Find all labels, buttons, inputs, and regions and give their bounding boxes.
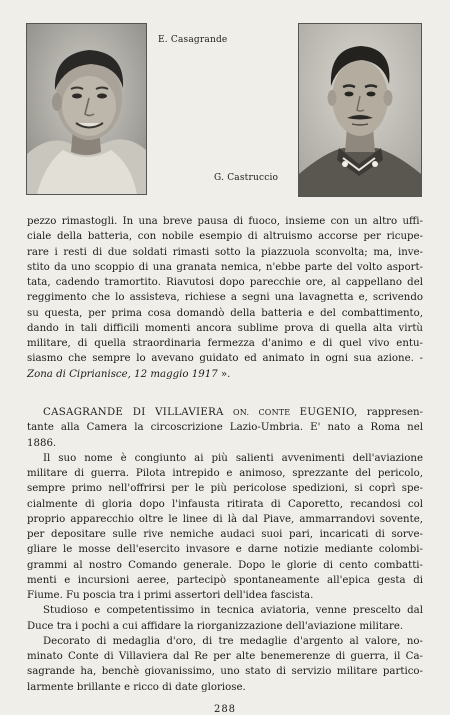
text-line: Fiume. Fu poscia tra i primi assertori dell'idea fascista.: [27, 590, 314, 601]
text-line: menti e incursioni aeree, partecipò spontaneamente all'epica gesta di: [27, 574, 423, 586]
entry-heading-name: CASAGRANDE DI VILLAVIERA: [43, 407, 224, 418]
entry-heading-title-conte: CONTE: [258, 408, 291, 417]
text-line: dando in tali difficili momenti ancora sublime prova di quella alta virtù: [27, 322, 423, 334]
text-line: stito da uno scoppio di una granata nemica, n'ebbe parte del volto asport-: [27, 261, 423, 273]
text-line: sempre primo nell'offrirsi per le più pericolose spedizioni, si coprì spe-: [27, 483, 423, 495]
portrait-castruccio: [298, 23, 422, 197]
citation-close: ».: [217, 368, 231, 380]
caption-castruccio: G. Castruccio: [214, 173, 279, 183]
text-line: siasmo che sempre lo avevano guidato ed animato in ogni sua azione. -: [27, 353, 423, 365]
text-line: ciale della batteria, con nobile esempio di altruismo accorse per ricupe-: [27, 231, 423, 243]
text-line: proprio apparecchio oltre le linee di là dal Piave, ammarrandovi sovente,: [27, 513, 423, 525]
text-line: rare i resti di due soldati rimasti sotto la piazzuola sconvolta; ma, inve-: [27, 246, 423, 258]
text-line: gliare le mosse dell'esercito invasore e darne notizie mediante colombi-: [27, 544, 423, 556]
entry-casagrande: [27, 405, 423, 695]
entry-heading-rest: rappresen-: [357, 407, 423, 418]
text-line: Decorato di medaglia d'oro, di tre medaglie d'argento al valore, no-: [43, 635, 423, 647]
text-line: per depositare sulle rive nemiche audaci suoi pari, incaricati di sorve-: [27, 529, 423, 540]
portrait-casagrande-image: [27, 24, 146, 194]
text-line: su questa, per prima cosa domandò della batteria e del combattimento,: [27, 307, 423, 319]
citation-place-date: Zona di Ciprianisce, 12 maggio 1917: [27, 368, 218, 380]
text-line: militare di guerra. Pilota intrepido e animoso, sprezzante del pericolo,: [27, 468, 423, 479]
text-line: larmente brillante e ricco di date gloriose.: [27, 681, 246, 693]
text-line: militare, di quella straordinaria fermezza d'animo e di quel vivo entu-: [27, 338, 423, 349]
entry-heading-title-on: ON.: [233, 408, 250, 417]
text-line: tata, cadendo tramortito. Riavutosi dopo parecchie ore, al cappellano del: [27, 277, 423, 288]
caption-casagrande: E. Casagrande: [158, 35, 228, 45]
text-line: cialmente di gloria dopo l'infausta ritirata di Caporetto, recandosi col: [27, 498, 423, 510]
paragraph-continuation: [27, 214, 423, 382]
text-line: minato Conte di Villaviera dal Re per alte benemerenze di guerra, il Ca-: [27, 651, 423, 662]
text-line: Duce tra i pochi a cui affidare la riorganizzazione dell'aviazione militare.: [27, 620, 404, 632]
citation-line: [27, 367, 423, 382]
entry-heading-line: [27, 405, 423, 420]
portrait-castruccio-image: [299, 24, 421, 196]
text-line: grammi al nostro Comando generale. Dopo le glorie di cento combatti-: [27, 559, 423, 571]
text-line: Il suo nome è congiunto ai più salienti avvenimenti dell'aviazione: [43, 452, 423, 464]
text-line: Studioso e competentissimo in tecnica aviatoria, venne prescelto dal: [43, 605, 423, 617]
entry-heading-given-name: EUGENIO,: [299, 407, 358, 418]
text-line: sagrande ha, benchè giovanissimo, uno stato di servizio militare partico-: [27, 666, 423, 678]
text-line: pezzo rimastogli. In una breve pausa di fuoco, insieme con un altro uffi-: [27, 216, 423, 227]
text-line: reggimento che lo assisteva, richiese a segni una lavagnetta e, scrivendo: [27, 292, 423, 304]
text-line: 1886.: [27, 437, 57, 449]
portrait-casagrande: [26, 23, 147, 195]
text-line: tante alla Camera la circoscrizione Lazio-Umbria. E' nato a Roma nel: [27, 422, 423, 434]
page-number: 288: [213, 704, 237, 715]
